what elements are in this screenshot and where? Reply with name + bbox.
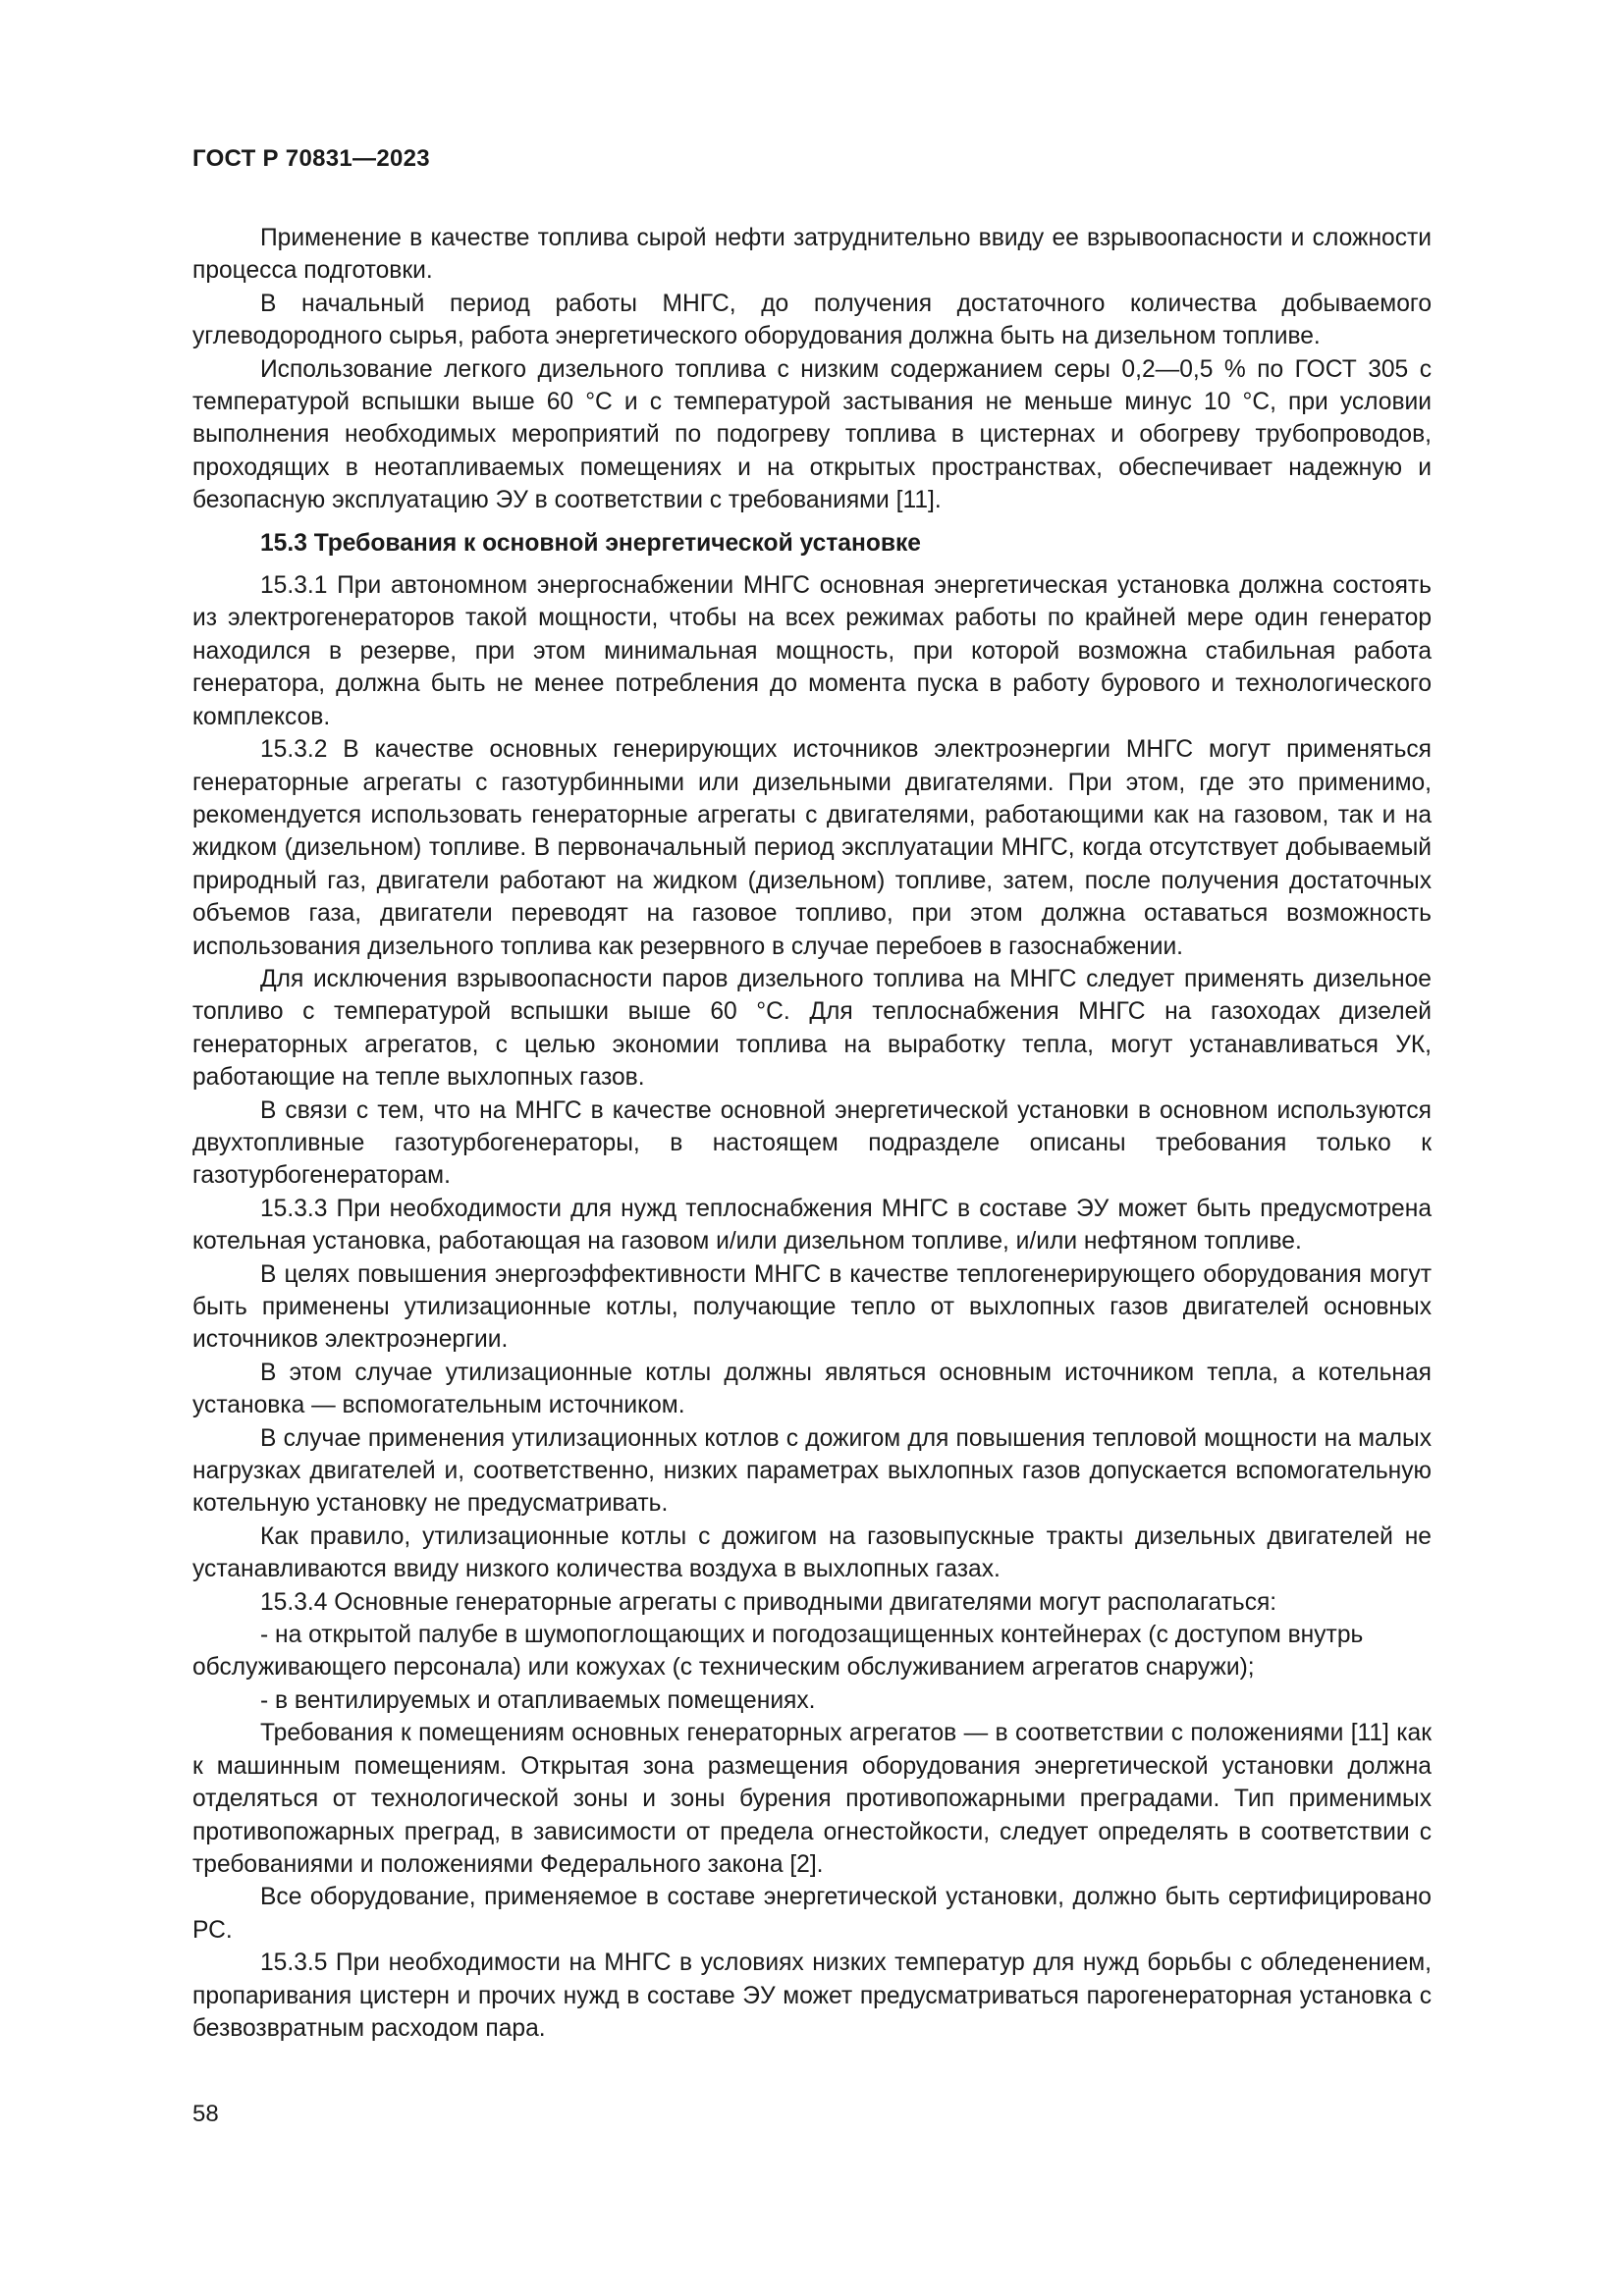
page-number: 58 — [192, 2101, 219, 2127]
paragraph-afterburning: В случае применения утилизационных котлов с дожигом для повышения тепловой мощности на малых нагрузках двигателей и, соответственно, низких параметрах выхлопных газов допускается вспомогательную котельную установку не предусматривать. — [192, 1424, 1432, 1518]
document-header: ГОСТ Р 70831—2023 — [192, 145, 430, 172]
paragraph-dual-fuel: В связи с тем, что на МНГС в качестве основной энергетической установки в основном используются двухтопливные газотурбогенераторы, в настоящем подразделе описаны требования только к газотурбогенераторам. — [192, 1096, 1432, 1190]
paragraph-certification: Все оборудование, применяемое в составе энергетической установки, должно быть сертифицировано РС. — [192, 1884, 1432, 1944]
paragraph-crude-oil: Применение в качестве топлива сырой нефти затруднительно ввиду ее взрывоопасности и сложности процесса подготовки. — [192, 225, 1432, 285]
paragraph-15-3-4: 15.3.4 Основные генераторные агрегаты с приводными двигателями могут располагаться: — [260, 1588, 1277, 1616]
list-item-ventilated-rooms: - в вентилируемых и отапливаемых помещениях. — [260, 1686, 816, 1714]
paragraph-15-3-3: 15.3.3 При необходимости для нужд теплоснабжения МНГС в составе ЭУ может быть предусмотрена котельная установка, работающая на газовом и/или дизельном топливе, и/или нефтяном топливе. — [192, 1195, 1432, 1255]
section-heading-15-3: 15.3 Требования к основной энергетической установке — [260, 529, 921, 557]
paragraph-energy-efficiency: В целях повышения энергоэффективности МНГС в качестве теплогенерирующего оборудования могут быть применены утилизационные котлы, получающие тепло от выхлопных газов двигателей основных источников электроэнергии. — [192, 1260, 1432, 1354]
paragraph-light-diesel: Использование легкого дизельного топлива с низким содержанием серы 0,2—0,5 % по ГОСТ 305 с температурой вспышки выше 60 °С и с температурой застывания не меньше минус 10 °С, при условии выполнения необходимых мероприятий по подогреву топлива в цистернах и обогреву трубопроводов, проходящих в неотапливаемых помещениях и на открытых пространствах, обеспечивает надежную и безопасную эксплуатацию ЭУ в соответствии с требованиями [11]. — [192, 355, 1432, 514]
paragraph-room-requirements: Требования к помещениям основных генераторных агрегатов — в соответствии с положениями [11] как к машинным помещениям. Открытая зона размещения оборудования энергетической установки должна отделяться от технологической зоны и зоны бурения противопожарными преградами. Тип применимых противопожарных преград, в зависимости от предела огнестойкости, следует определять в соответствии с требованиями и положениями Федерального закона [2]. — [192, 1720, 1432, 1878]
list-item-open-deck: - на открытой палубе в шумопоглощающих и погодозащищенных контейнерах (с доступом внутрь обслуживающего персонала) или кожухах (с техническим обслуживанием агрегатов снаружи); — [192, 1622, 1364, 1682]
paragraph-utilization-boilers: В этом случае утилизационные котлы должны являться основным источником тепла, а котельная установка — вспомогательным источником. — [192, 1359, 1432, 1419]
paragraph-explosion-hazard: Для исключения взрывоопасности паров дизельного топлива на МНГС следует применять дизельное топливо с температурой вспышки выше 60 °С. Для теплоснабжения МНГС на газоходах дизелей генераторных агрегатов, с целью экономии топлива на выработку тепла, могут устанавливаться УК, работающие на тепле выхлопных газов. — [192, 965, 1432, 1092]
paragraph-15-3-1: 15.3.1 При автономном энергоснабжении МНГС основная энергетическая установка должна состоять из электрогенераторов такой мощности, чтобы на всех режимах работы по крайней мере один генератор находился в резерве, при этом минимальная мощность, при которой возможна стабильная работа генератора, должна быть не менее потребления до момента пуска в работу бурового и технологического комплексов. — [192, 572, 1432, 730]
document-body — [192, 222, 1432, 2045]
paragraph-initial-period: В начальный период работы МНГС, до получения достаточного количества добываемого углеводородного сырья, работа энергетического оборудования должна быть на дизельном топливе. — [192, 290, 1432, 350]
paragraph-15-3-2: 15.3.2 В качестве основных генерирующих источников электроэнергии МНГС могут применяться генераторные агрегаты с газотурбинными или дизельными двигателями. При этом, где это применимо, рекомендуется использовать генераторные агрегаты с двигателями, работающими как на газовом, так и на жидком (дизельном) топливе. В первоначальный период эксплуатации МНГС, когда отсутствует добываемый природный газ, двигатели работают на жидком (дизельном) топливе, затем, после получения достаточных объемов газа, двигатели переводят на газовое топливо, при этом должна оставаться возможность использования дизельного топлива как резервного в случае перебоев в газоснабжении. — [192, 736, 1432, 960]
paragraph-15-3-5: 15.3.5 При необходимости на МНГС в условиях низких температур для нужд борьбы с обледенением, пропаривания цистерн и прочих нужд в составе ЭУ может предусматриваться парогенераторная установка с безвозвратным расходом пара. — [192, 1949, 1432, 2042]
paragraph-gas-exhaust: Как правило, утилизационные котлы с дожигом на газовыпускные тракты дизельных двигателей не устанавливаются ввиду низкого количества воздуха в выхлопных газах. — [192, 1522, 1432, 1583]
